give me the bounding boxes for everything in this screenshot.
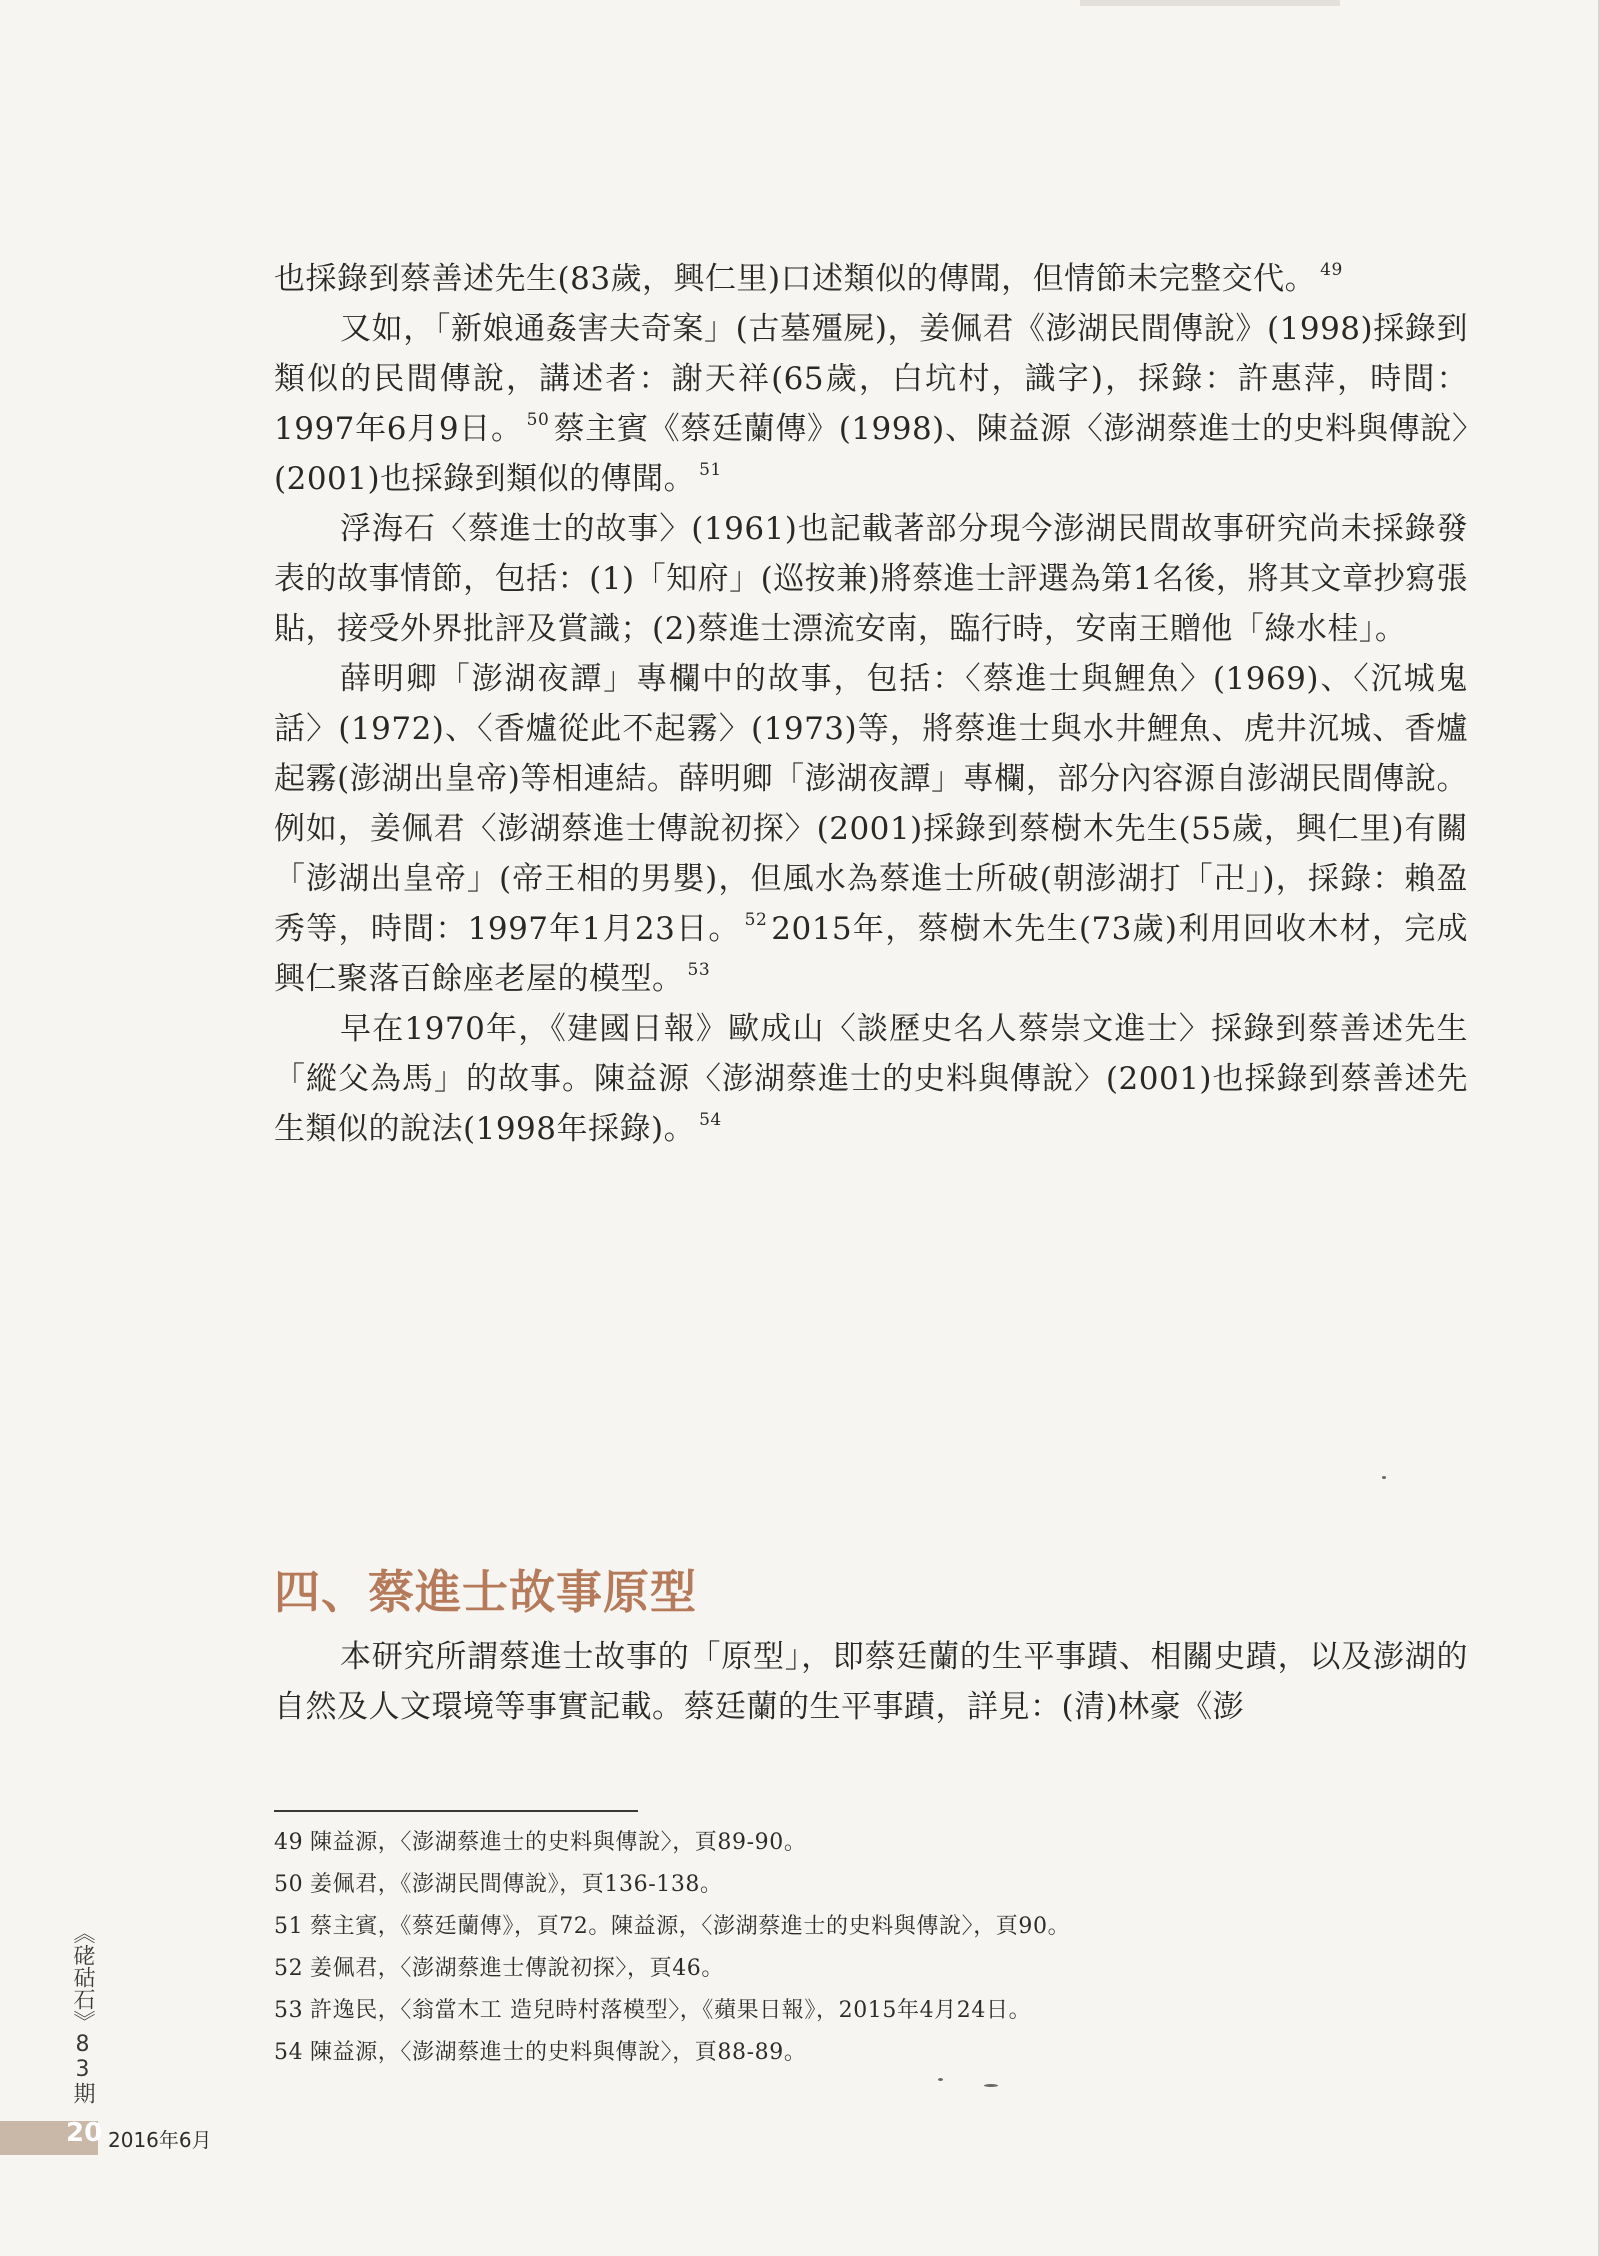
footnote-text: 陳益源，〈澎湖蔡進士的史料與傳說〉，頁88-89。 — [310, 2040, 807, 2065]
paragraph — [274, 1004, 1468, 1154]
footnote — [274, 1948, 1070, 1990]
scan-speck — [984, 2084, 998, 2087]
paragraph-text: 也採錄到蔡善述先生(83歲，興仁里)口述類似的傳聞，但情節未完整交代。 — [274, 261, 1317, 297]
section-heading: 四、蔡進士故事原型 — [274, 1565, 697, 1619]
footnote-number: 50 — [274, 1872, 304, 1897]
footnote-ref[interactable]: 52 — [744, 910, 768, 931]
footnote-text: 陳益源，〈澎湖蔡進士的史料與傳說〉，頁89-90。 — [310, 1830, 807, 1855]
journal-title-vertical: 《硓𥑮石》83期 — [70, 1922, 95, 2104]
issue-date: 2016年6月 — [108, 2128, 212, 2152]
footnote — [274, 2032, 1070, 2074]
paragraph — [274, 254, 1468, 304]
footnote-ref[interactable]: 54 — [699, 1110, 722, 1131]
section-body — [274, 1632, 1468, 1732]
scan-smudge — [1080, 0, 1340, 6]
footnote — [274, 1864, 1070, 1906]
body-text — [274, 254, 1468, 1154]
paragraph: 本研究所謂蔡進士故事的「原型」，即蔡廷蘭的生平事蹟、相關史蹟，以及澎湖的自然及人文環境等事實記載。蔡廷蘭的生平事蹟，詳見：(清)林豪《澎 — [274, 1639, 1468, 1725]
footnote-number: 51 — [274, 1914, 304, 1939]
footnote-text: 許逸民，〈翁當木工 造兒時村落模型〉，《蘋果日報》，2015年4月24日。 — [310, 1998, 1032, 2023]
footnote-ref[interactable]: 53 — [687, 960, 711, 981]
paragraph-text: 浮海石〈蔡進士的故事〉(1961)也記載著部分現今澎湖民間故事研究尚未採錄發表的故事情節，包括：(1)「知府」(巡按兼)將蔡進士評選為第1名後，將其文章抄寫張貼，接受外界批評及賞識；(2)蔡進士漂流安南，臨行時，安南王贈他「綠水桂」。 — [274, 511, 1468, 647]
paragraph — [274, 654, 1468, 1004]
paragraph-text-continued: 2015年，蔡樹木先生(73歲)利用回收木材，完成興仁聚落百餘座老屋的模型。 — [274, 911, 1468, 997]
paragraph — [274, 304, 1468, 504]
footnote-number: 54 — [274, 2040, 304, 2065]
paragraph — [274, 504, 1468, 654]
footnote-divider — [274, 1810, 638, 1812]
footnote-text: 蔡主賓，《蔡廷蘭傳》，頁72。陳益源，〈澎湖蔡進士的史料與傳說〉，頁90。 — [310, 1914, 1071, 1939]
footnote-text: 姜佩君，《澎湖民間傳說》，頁136-138。 — [310, 1872, 723, 1897]
scan-speck — [1382, 1476, 1386, 1479]
paragraph-text: 又如，「新娘通姦害夫奇案」(古墓殭屍)，姜佩君《澎湖民間傳說》(1998)採錄到類似的民間傳說，講述者：謝天祥(65歲，白坑村，識字)，採錄：許惠萍，時間：1997年6月9日。 — [274, 311, 1468, 447]
footnote-number: 53 — [274, 1998, 304, 2023]
paragraph-text: 早在1970年，《建國日報》歐成山〈談歷史名人蔡崇文進士〉採錄到蔡善述先生「縱父為馬」的故事。陳益源〈澎湖蔡進士的史料與傳說〉(2001)也採錄到蔡善述先生類似的說法(1998年採錄)。 — [274, 1011, 1468, 1147]
footnote-number: 52 — [274, 1956, 304, 1981]
scan-speck — [938, 2078, 943, 2081]
footnote-ref[interactable]: 50 — [526, 410, 550, 431]
page-number: 20 — [66, 2118, 103, 2148]
footnote-list — [274, 1822, 1070, 2074]
paragraph-text: 薛明卿「澎湖夜譚」專欄中的故事，包括：〈蔡進士與鯉魚〉(1969)、〈沉城鬼話〉(1972)、〈香爐從此不起霧〉(1973)等，將蔡進士與水井鯉魚、虎井沉城、香爐起霧(澎湖出皇帝)等相連結。薛明卿「澎湖夜譚」專欄，部分內容源自澎湖民間傳說。例如，姜佩君〈澎湖蔡進士傳說初探〉(2001)採錄到蔡樹木先生(55歲，興仁里)有關「澎湖出皇帝」(帝王相的男嬰)，但風水為蔡進士所破(朝澎湖打「卍」)，採錄：賴盈秀等，時間：1997年1月23日。 — [274, 661, 1468, 947]
footnote — [274, 1906, 1070, 1948]
footnote-ref[interactable]: 51 — [699, 460, 722, 481]
footnote — [274, 1822, 1070, 1864]
footnote-number: 49 — [274, 1830, 304, 1855]
footnote-text: 姜佩君，〈澎湖蔡進士傳說初探〉，頁46。 — [310, 1956, 724, 1981]
paragraph-text-continued: 蔡主賓《蔡廷蘭傳》(1998)、陳益源〈澎湖蔡進士的史料與傳說〉(2001)也採錄到類似的傳聞。 — [274, 411, 1468, 497]
footnote — [274, 1990, 1070, 2032]
footnote-ref[interactable]: 49 — [1320, 260, 1343, 281]
